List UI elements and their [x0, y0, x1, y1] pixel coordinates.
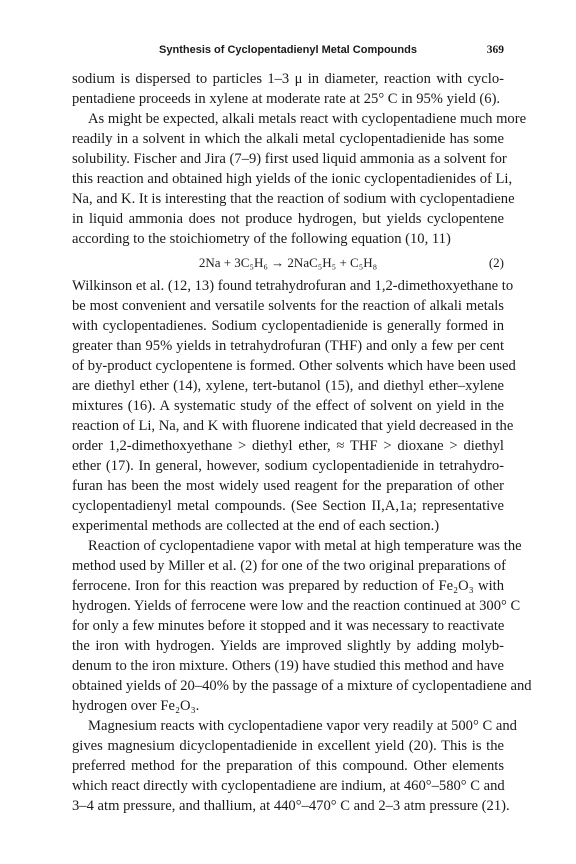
body-text	[72, 69, 532, 816]
text-line: Magnesium reacts with cyclopentadiene vapor very readily at 500° C and	[88, 718, 517, 734]
text-line: preferred method for the preparation of this compound. Other elements	[72, 758, 504, 774]
text-line: Reaction of cyclopentadiene vapor with metal at high temperature was the	[88, 538, 522, 554]
text-line: sodium is dispersed to particles 1–3 μ in diameter, reaction with cyclo-	[72, 71, 504, 87]
text-line: hydrogen. Yields of ferrocene were low and the reaction continued at 300° C	[72, 598, 521, 614]
text-line: obtained yields of 20–40% by the passage of a mixture of cyclopentadiene and	[72, 678, 532, 694]
text-line: which react directly with cyclopentadiene are indium, at 460°–580° C and	[72, 778, 505, 794]
text-line: are diethyl ether (14), xylene, tert-butanol (15), and diethyl ether–xylene	[72, 378, 504, 394]
text-line: readily in a solvent in which the alkali metal cyclopentadienide has some	[72, 131, 504, 147]
text-line: 3–4 atm pressure, and thallium, at 440°–470° C and 2–3 atm pressure (21).	[72, 798, 510, 814]
text-line: method used by Miller et al. (2) for one of the two original preparations of	[72, 558, 507, 574]
text-line: pentadiene proceeds in xylene at moderate rate at 25° C in 95% yield (6).	[72, 91, 501, 107]
running-head: Synthesis of Cyclopentadienyl Metal Compounds	[159, 44, 417, 56]
text-line: reaction of Li, Na, and K with fluorene indicated that yield decreased in the	[72, 418, 514, 434]
text-line: furan has been the most widely used reagent for the preparation of other	[72, 478, 504, 494]
text-line: ether (17). In general, however, sodium cyclopentadienide in tetrahydro-	[72, 458, 504, 474]
text-line: order 1,2-dimethoxyethane > diethyl ether, ≈ THF > dioxane > diethyl	[72, 438, 504, 454]
text-line: of by-product cyclopentene is formed. Other solvents which have been used	[72, 358, 516, 374]
text-line: with cyclopentadienes. Sodium cyclopentadienide is generally formed in	[72, 318, 504, 334]
text-line: be most convenient and versatile solvents for the reaction of alkali metals	[72, 298, 504, 314]
text-line: As might be expected, alkali metals react with cyclopentadiene much more	[88, 111, 527, 127]
text-line: for only a few minutes before it stopped and it was necessary to reactivate	[72, 618, 505, 634]
text-line: Wilkinson et al. (12, 13) found tetrahydrofuran and 1,2-dimethoxyethane to	[72, 278, 514, 294]
text-line: greater than 95% yields in tetrahydrofuran (THF) and only a few per cent	[72, 338, 504, 354]
text-line: this reaction and obtained high yields of the ionic cyclopentadienides of Li,	[72, 171, 513, 187]
text-line: ferrocene. Iron for this reaction was prepared by reduction of Fe₂O₃ with	[72, 578, 504, 594]
page-number: 369	[486, 44, 504, 56]
text-line: denum to the iron mixture. Others (19) have studied this method and have	[72, 658, 504, 674]
text-line: according to the stoichiometry of the following equation (10, 11)	[72, 231, 451, 247]
text-line: cyclopentadienyl metal compounds. (See Section II,A,1a; representative	[72, 498, 504, 514]
page-header	[72, 44, 504, 60]
equation	[72, 251, 504, 275]
equation-number: (2)	[488, 255, 504, 270]
text-line: hydrogen over Fe₂O₃.	[72, 698, 200, 714]
text-line: solubility. Fischer and Jira (7–9) first used liquid ammonia as a solvent for	[72, 151, 507, 167]
text-line: the iron with hydrogen. Yields are improved slightly by adding molyb-	[72, 638, 504, 654]
text-line: in liquid ammonia does not produce hydrogen, but yields cyclopentene	[72, 211, 504, 227]
text-line: experimental methods are collected at the end of each section.)	[72, 518, 440, 534]
equation-text: 2Na + 3C₅H₆ → 2NaC₅H₅ + C₅H₈	[198, 255, 378, 270]
text-line: Na, and K. It is interesting that the reaction of sodium with cyclopentadiene	[72, 191, 515, 207]
text-line: mixtures (16). A systematic study of the effect of solvent on yield in the	[72, 398, 504, 414]
text-line: gives magnesium dicyclopentadienide in excellent yield (20). This is the	[72, 738, 504, 754]
